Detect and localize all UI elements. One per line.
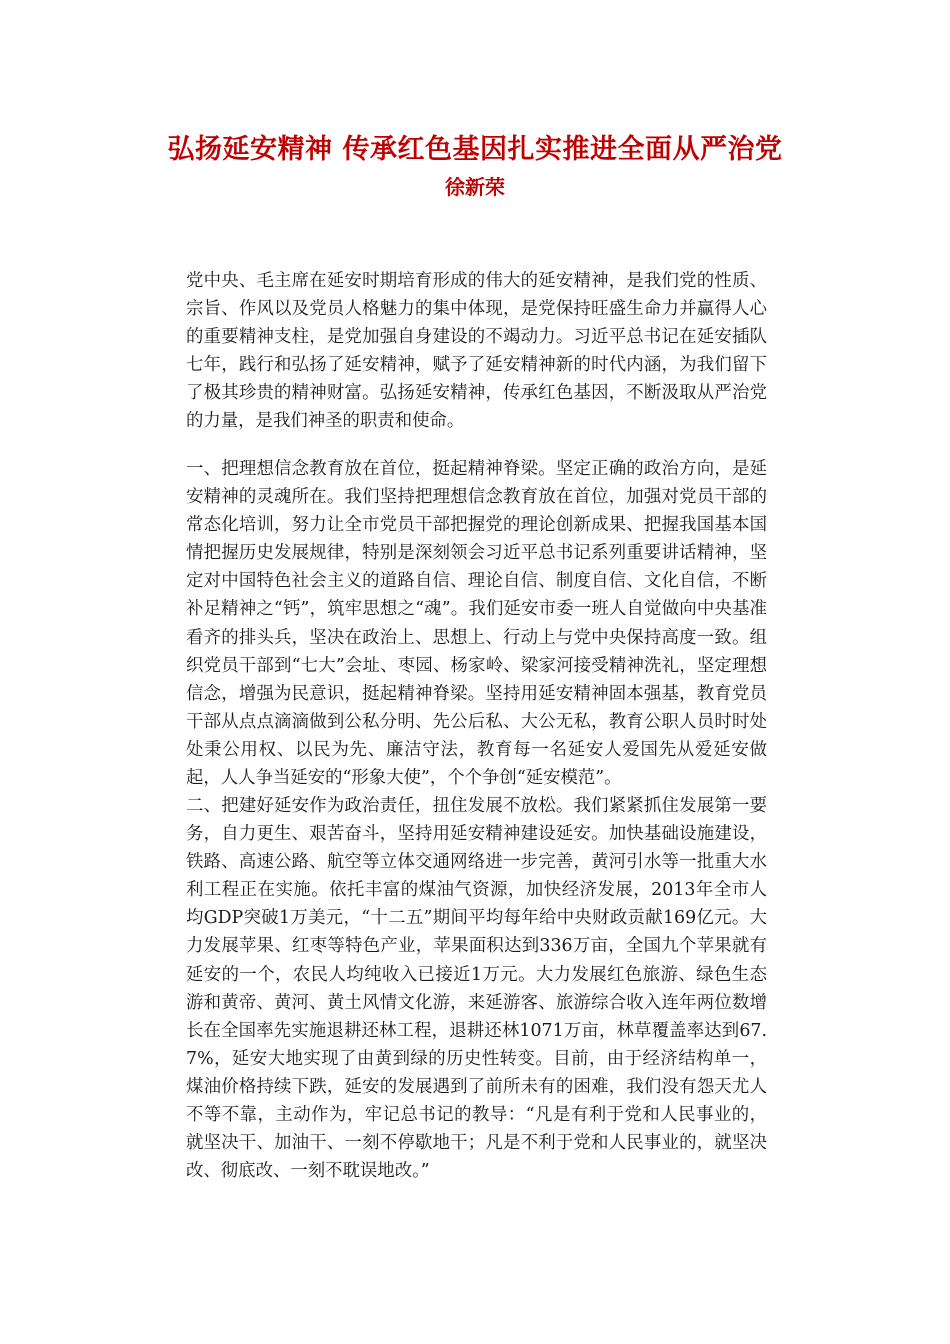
document-author: 徐新荣 bbox=[445, 175, 505, 199]
paragraph-section-two: 二、把建好延安作为政治责任，扭住发展不放松。我们紧紧抓住发展第一要务，自力更生、艰苦奋斗，坚持用延安精神建设延安。加快基础设施建设，铁路、高速公路、航空等立体交通网络进一步完善，黄河引水等一批重大水利工程正在实施。依托丰富的煤油气资源，加快经济发展，2013年全市人均GDP突破1万美元，“十二五”期间平均每年给中央财政贡献169亿元。大力发展苹果、红枣等特色产业，苹果面积达到336万亩，全国九个苹果就有延安的一个，农民人均纯收入已接近1万元。大力发展红色旅游、绿色生态游和黄帝、黄河、黄土风情文化游，来延游客、旅游综合收入连年两位数增长在全国率先实施退耕还林工程，退耕还林1071万亩，林草覆盖率达到67.7%，延安大地实现了由黄到绿的历史性转变。目前，由于经济结构单一，煤油价格持续下跌，延安的发展遇到了前所未有的困难，我们没有怨天尤人不等不靠，主动作为，牢记总书记的教导：“凡是有利于党和人民事业的，就坚决干、加油干、一刻不停歇地干；凡是不利于党和人民事业的，就坚决改、彻底改、一刻不耽误地改。” bbox=[186, 796, 767, 1182]
document-title: 弘扬延安精神 传承红色基因扎实推进全面从严治党 bbox=[167, 134, 783, 165]
paragraph-intro: 党中央、毛主席在延安时期培育形成的伟大的延安精神，是我们党的性质、宗旨、作风以及党员人格魅力的集中体现，是党保持旺盛生命力并赢得人心的重要精神支柱，是党加强自身建设的不竭动力。习近平总书记在延安插队七年，践行和弘扬了延安精神，赋予了延安精神新的时代内涵，为我们留下了极其珍贵的精神财富。弘扬延安精神，传承红色基因，不断汲取从严治党的力量，是我们神圣的职责和使命。 bbox=[186, 271, 767, 432]
paragraph-section-one: 一、把理想信念教育放在首位，挺起精神脊梁。坚定正确的政治方向，是延安精神的灵魂所在。我们坚持把理想信念教育放在首位，加强对党员干部的常态化培训，努力让全市党员干部把握党的理论创新成果、把握我国基本国情把握历史发展规律，特别是深刻领会习近平总书记系列重要讲话精神，坚定对中国特色社会主义的道路自信、理论自信、制度自信、文化自信，不断补足精神之“钙”，筑牢思想之“魂”。我们延安市委一班人自觉做向中央基准看齐的排头兵，坚决在政治上、思想上、行动上与党中央保持高度一致。组织党员干部到“七大”会址、枣园、杨家岭、梁家河接受精神洗礼，坚定理想信念，增强为民意识，挺起精神脊梁。坚持用延安精神固本强基，教育党员干部从点点滴滴做到公私分明、先公后私、大公无私，教育公职人员时时处处秉公用权、以民为先、廉洁守法，教育每一名延安人爱国先从爱延安做起，人人争当延安的“形象大使”，个个争创“延安模范”。 bbox=[186, 459, 767, 789]
